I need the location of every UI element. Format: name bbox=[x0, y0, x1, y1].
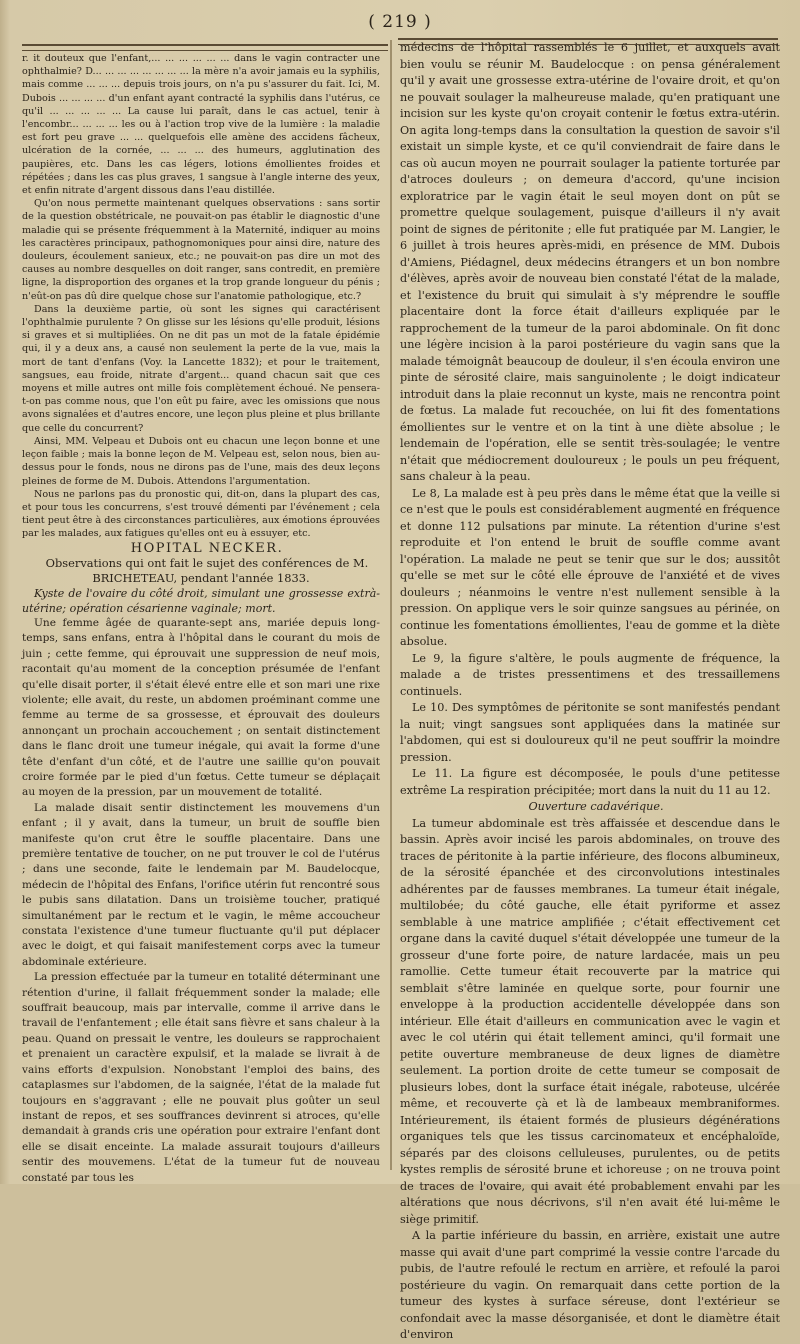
section-title: Observations qui ont fait le sujet des conférences de M. BRICHETEAU, pendant l'année 1833. bbox=[45, 555, 369, 585]
left-column bbox=[22, 52, 380, 1184]
header-rule-left bbox=[22, 44, 388, 51]
paragraph: Le 8, La malade est à peu près dans le même état que la veille si ce n'est que le pouls est considérablement augmenté en fréquence et donne 112 pulsations par minute. La rétention d'urine s'est reproduite et l'on entend le bruit de souffle comme avant l'opération. La malade ne peut se tenir que sur le dos; aussitôt qu'elle se met sur le côté elle éprouve de l'anxiété et de vives douleurs ; néanmoins le ventre n'est nullement sensible à la pression. On applique vers le soir quinze sangsues au périnée, on continue les fomentations émollientes, l'eau de gomme et la diète absolue. bbox=[400, 486, 780, 648]
page-number: ( 219 ) bbox=[368, 12, 432, 32]
paragraph: Qu'on nous permette maintenant quelques observations : sans sortir de la question obstétricale, ne pouvait-on pas établir le diagnostic d'une maladie qui se présente fréquemment à la Maternité, indiquer au moins les caractères principaux, pathognomoniques pour ainsi dire, nature des douleurs, écoulement sanieux, etc.; ne pouvait-on pas dire un mot des causes au nombre desquelles on doit ranger, sans contredit, en première ligne, la disproportion des organes et la trop grande longueur du pénis ; n'eût-on pas dû dire quelque chose sur l'anatomie pathologique, etc.? bbox=[22, 198, 380, 302]
right-column bbox=[400, 40, 780, 1341]
paragraph: Le 10. Des symptômes de péritonite se sont manifestés pendant la nuit; vingt sangsues sont appliquées dans la matinée sur l'abdomen, qui est si douloureux qu'il ne peut souffrir la moindre pression. bbox=[400, 701, 780, 764]
paragraph: Le 11. La figure est décomposée, le pouls d'une petitesse extrême La respiration précipitée; mort dans la nuit du 11 au 12. bbox=[400, 767, 780, 797]
previous-article-text bbox=[22, 52, 380, 541]
paragraph: La malade disait sentir distinctement les mouvemens d'un enfant ; il y avait, dans la tumeur, un bruit de souffle bien manifeste qu'on crut être le souffle placentaire. Dans une première tentative de toucher, on ne put trouver le col de l'utérus ; dans une seconde, faite le lendemain par M. Baudelocque, médecin de l'hôpital des Enfans, l'orifice utérin fut rencontré sous le pubis sans dilatation. Dans un troisième toucher, pratiqué simultanément par le rectum et le vagin, le même accoucheur constata l'existence d'une tumeur fluctuante qu'il put déplacer avec le doigt, et qui faisait manifestement corps avec la tumeur abdominale extérieure. bbox=[22, 801, 380, 968]
paragraph: La pression effectuée par la tumeur en totalité déterminant une rétention d'urine, il fallait fréquemment sonder la malade; elle souffrait beaucoup, mais par intervalle, comme il arrive dans le travail de l'enfantement ; elle était sans fièvre et sans chaleur à la peau. Quand on pressait le ventre, les douleurs se rapprochaient et prenaient un caractère expulsif, et la malade se livrait à de vains efforts d'expulsion. Nonobstant l'emploi des bains, des cataplasmes sur l'abdomen, de la saignée, l'état de la malade fut toujours en s'aggravant ; elle ne pouvait plus goûter un seul instant de repos, et ses souffrances devinrent si atroces, qu'elle demandait à grands cris une opération pour extraire l'enfant dont elle se disait enceinte. La malade assurait toujours d'ailleurs sentir des mouvemens. L'état de la tumeur fut de nouveau constaté par tous les bbox=[22, 971, 380, 1184]
autopsy-subheading: Ouverture cadavérique. bbox=[528, 800, 664, 813]
paragraph: A la partie inférieure du bassin, en arrière, existait une autre masse qui avait d'une part comprimé la vessie contre l'arcade du pubis, de l'autre refoulé le rectum en arrière, et refoulé la paroi postérieure du vagin. On remarquait dans cette portion de la tumeur des kystes à surface séreuse, dont l'extérieur se confondait avec la masse désorganisée, et dont le diamètre était d'environ bbox=[400, 1229, 780, 1341]
paragraph: r. it douteux que l'enfant,... ... ... ... ... ... dans le vagin contracter une ophthalmie? D... ... ... ... ... ... ... ... la mère n'a avoir jamais eu la syphilis, mais comme ... ... ... depuis trois jours, on n'a pu s'assurer du fait. Ici, M. Dubois ... ... ... ... d'un enfant ayant contracté la syphilis dans l'utérus, ce qu'il ... ... ... ... ... La cause lui paraît, dans le cas actuel, tenir à l'encombr... ... ... ... les ou à l'action trop vive de la lumière : la maladie est fort peu grave ... ... quelquefois elle amène des accidens fâcheux, ulcération de la cornée, ... ... ... des humeurs, agglutination des paupières, etc. Dans les cas légers, lotions émollientes froides et répétées ; dans les cas plus graves, 1 sangsue à l'angle interne des yeux, et enfin nitrate d'argent dissous dans l'eau distillée. bbox=[22, 53, 380, 197]
paragraph: Dans la deuxième partie, où sont les signes qui caractérisent l'ophthalmie purulente ? On glisse sur les lésions qu'elle produit, lésions si graves et si multipliées. On ne dit pas un mot de la fatale épidémie qui, il y a deux ans, a causé non seulement la perte de la vue, mais la mort de tant d'enfans (Voy. la Lancette 1832); et pour le traitement, sangsues, eau froide, nitrate d'argent... quand chacun sait que ces moyens et mille autres ont mille fois complètement échoué. Ne pensera-t-on pas comme nous, que l'on eût pu faire, avec les omissions que nous avons signalées et d'autres encore, une leçon plus pleine et plus brillante que celle du concurrent? bbox=[22, 303, 380, 434]
column-divider bbox=[390, 40, 392, 1170]
paragraph: Nous ne parlons pas du pronostic qui, dit-on, dans la plupart des cas, et pour tous les concurrens, s'est trouvé démenti par l'événement ; cela tient peut être à des circonstances particulières, aux émotions éprouvées par les malades, aux fatigues qu'elles ont eu à essuyer, etc. bbox=[22, 488, 380, 540]
paragraph: Ainsi, MM. Velpeau et Dubois ont eu chacun une leçon bonne et une leçon faible ; mais la bonne leçon de M. Velpeau est, selon nous, bien au-dessus pour le fonds, nous ne dirons pas de l'une, mais des deux leçons pleines de forme de M. Dubois. Attendons l'argumentation. bbox=[22, 435, 380, 487]
paragraph: Une femme âgée de quarante-sept ans, mariée depuis long-temps, sans enfans, entra à l'hôpital dans le courant du mois de juin ; cette femme, qui éprouvait une suppression de neuf mois, racontait qu'au moment de la conception présumée de l'enfant qu'elle disait porter, il s'était élevé entre elle et son mari une rixe violente; elle avait, du reste, un abdomen proéminant comme une femme au terme de sa grossesse, et éprouvait des douleurs annonçant un prochain accouchement ; on sentait distinctement dans le flanc droit une tumeur inégale, qui avait la forme d'une tête d'enfant d'un côté, et de l'autre une saillie qu'on pouvait croire formée par le pied d'un fœtus. Cette tumeur se déplaçait au moyen de la pression, par un mouvement de totalité. bbox=[22, 616, 380, 799]
paragraph: La tumeur abdominale est très affaissée et descendue dans le bassin. Après avoir incisé les parois abdominales, on trouve des traces de péritonite à la partie inférieure, des flocons albumineux, de la sérosité épanchée et des circonvolutions intestinales adhérentes par de fausses membranes. La tumeur était inégale, multilobée; du côté gauche, elle était pyriforme et assez semblable à une matrice amplifiée ; c'était effectivement cet organe dans la cavité duquel s'était développée une tumeur de la grosseur d'une forte poire, de nature lardacée, mais un peu ramollie. Cette tumeur était recouverte par la matrice qui semblait s'être laminée en quelque sorte, pour fournir une enveloppe à la production accidentelle développée dans son intérieur. Elle était d'ailleurs en communication avec le vagin et avec le col utérin qui était tellement aminci, qu'il formait une petite ouverture membraneuse de deux lignes de diamètre seulement. La portion droite de cette tumeur se composait de plusieurs lobes, dont la surface était inégale, raboteuse, ulcérée même, et recouverte çà et là de lambeaux membraniformes. Intérieurement, ils étaient formés de plusieurs dégénérations organiques tels que les tissus carcinomateux et encéphaloïde, séparés par des cloisons celluleuses, purulentes, ou de petits kystes remplis de sérosité brune et ichoreuse ; on ne trouva point de traces de l'ovaire, qui avait été probablement envahi par les altérations que nous décrivons, s'il n'en avait été lui-même le siège primitif. bbox=[400, 816, 780, 1226]
paragraph: Le 9, la figure s'altère, le pouls augmente de fréquence, la malade a de tristes pressentimens et des tressaillemens continuels. bbox=[400, 651, 780, 698]
case-title: Kyste de l'ovaire du côté droit, simulant une grossesse extrà-utérine; opération césarienne vaginale; mort. bbox=[22, 586, 380, 615]
paragraph: médecins de l'hôpital rassemblés le 6 juillet, et auxquels avait bien voulu se réunir M. Baudelocque : on pensa généralement qu'il y avait une grossesse extra-utérine de l'ovaire droit, et qu'on ne pouvait soulager la malheureuse malade, qu'en pratiquant une incision sur les kyste qu'on croyait contenir le fœtus extra-utérin. On agita long-temps dans la consultation la question de savoir s'il existait un simple kyste, et ce qu'il conviendrait de faire dans le cas où aucun moyen ne pourrait soulager la patiente torturée par d'atroces douleurs ; on demeura d'accord, qu'une incision exploratrice par le vagin était le seul moyen dont on pût se promettre quelque soulagement, puisque d'ailleurs il n'y avait point de signes de péritonite ; elle fut pratiquée par M. Langier, le 6 juillet à trois heures après-midi, en présence de MM. Dubois d'Amiens, Piédagnel, deux médecins étrangers et un bon nombre d'élèves, après avoir de nouveau bien constaté l'état de la malade, et l'existence du bruit qui simulait à s'y méprendre le souffle placentaire dont la force était d'ailleurs expliquée par le rapprochement de la tumeur de la paroi abdominale. On fit donc une légère incision à la paroi postérieure du vagin sans que la malade témoignât beaucoup de douleur, il s'en écoula environ une pinte de sérosité claire, mais sanguinolente ; le doigt indicateur introduit dans la plaie reconnut un kyste, mais ne rencontra point de fœtus. La malade fut recouchée, on lui fit des fomentations émollientes sur le ventre et on la tint à une diète absolue ; le lendemain de l'opération, elle se sentit très-soulagée; le ventre n'était que médiocrement douloureux ; le pouls un peu fréquent, sans chaleur à la peau. bbox=[400, 41, 780, 483]
hospital-heading: HOPITAL NECKER. bbox=[130, 540, 284, 556]
